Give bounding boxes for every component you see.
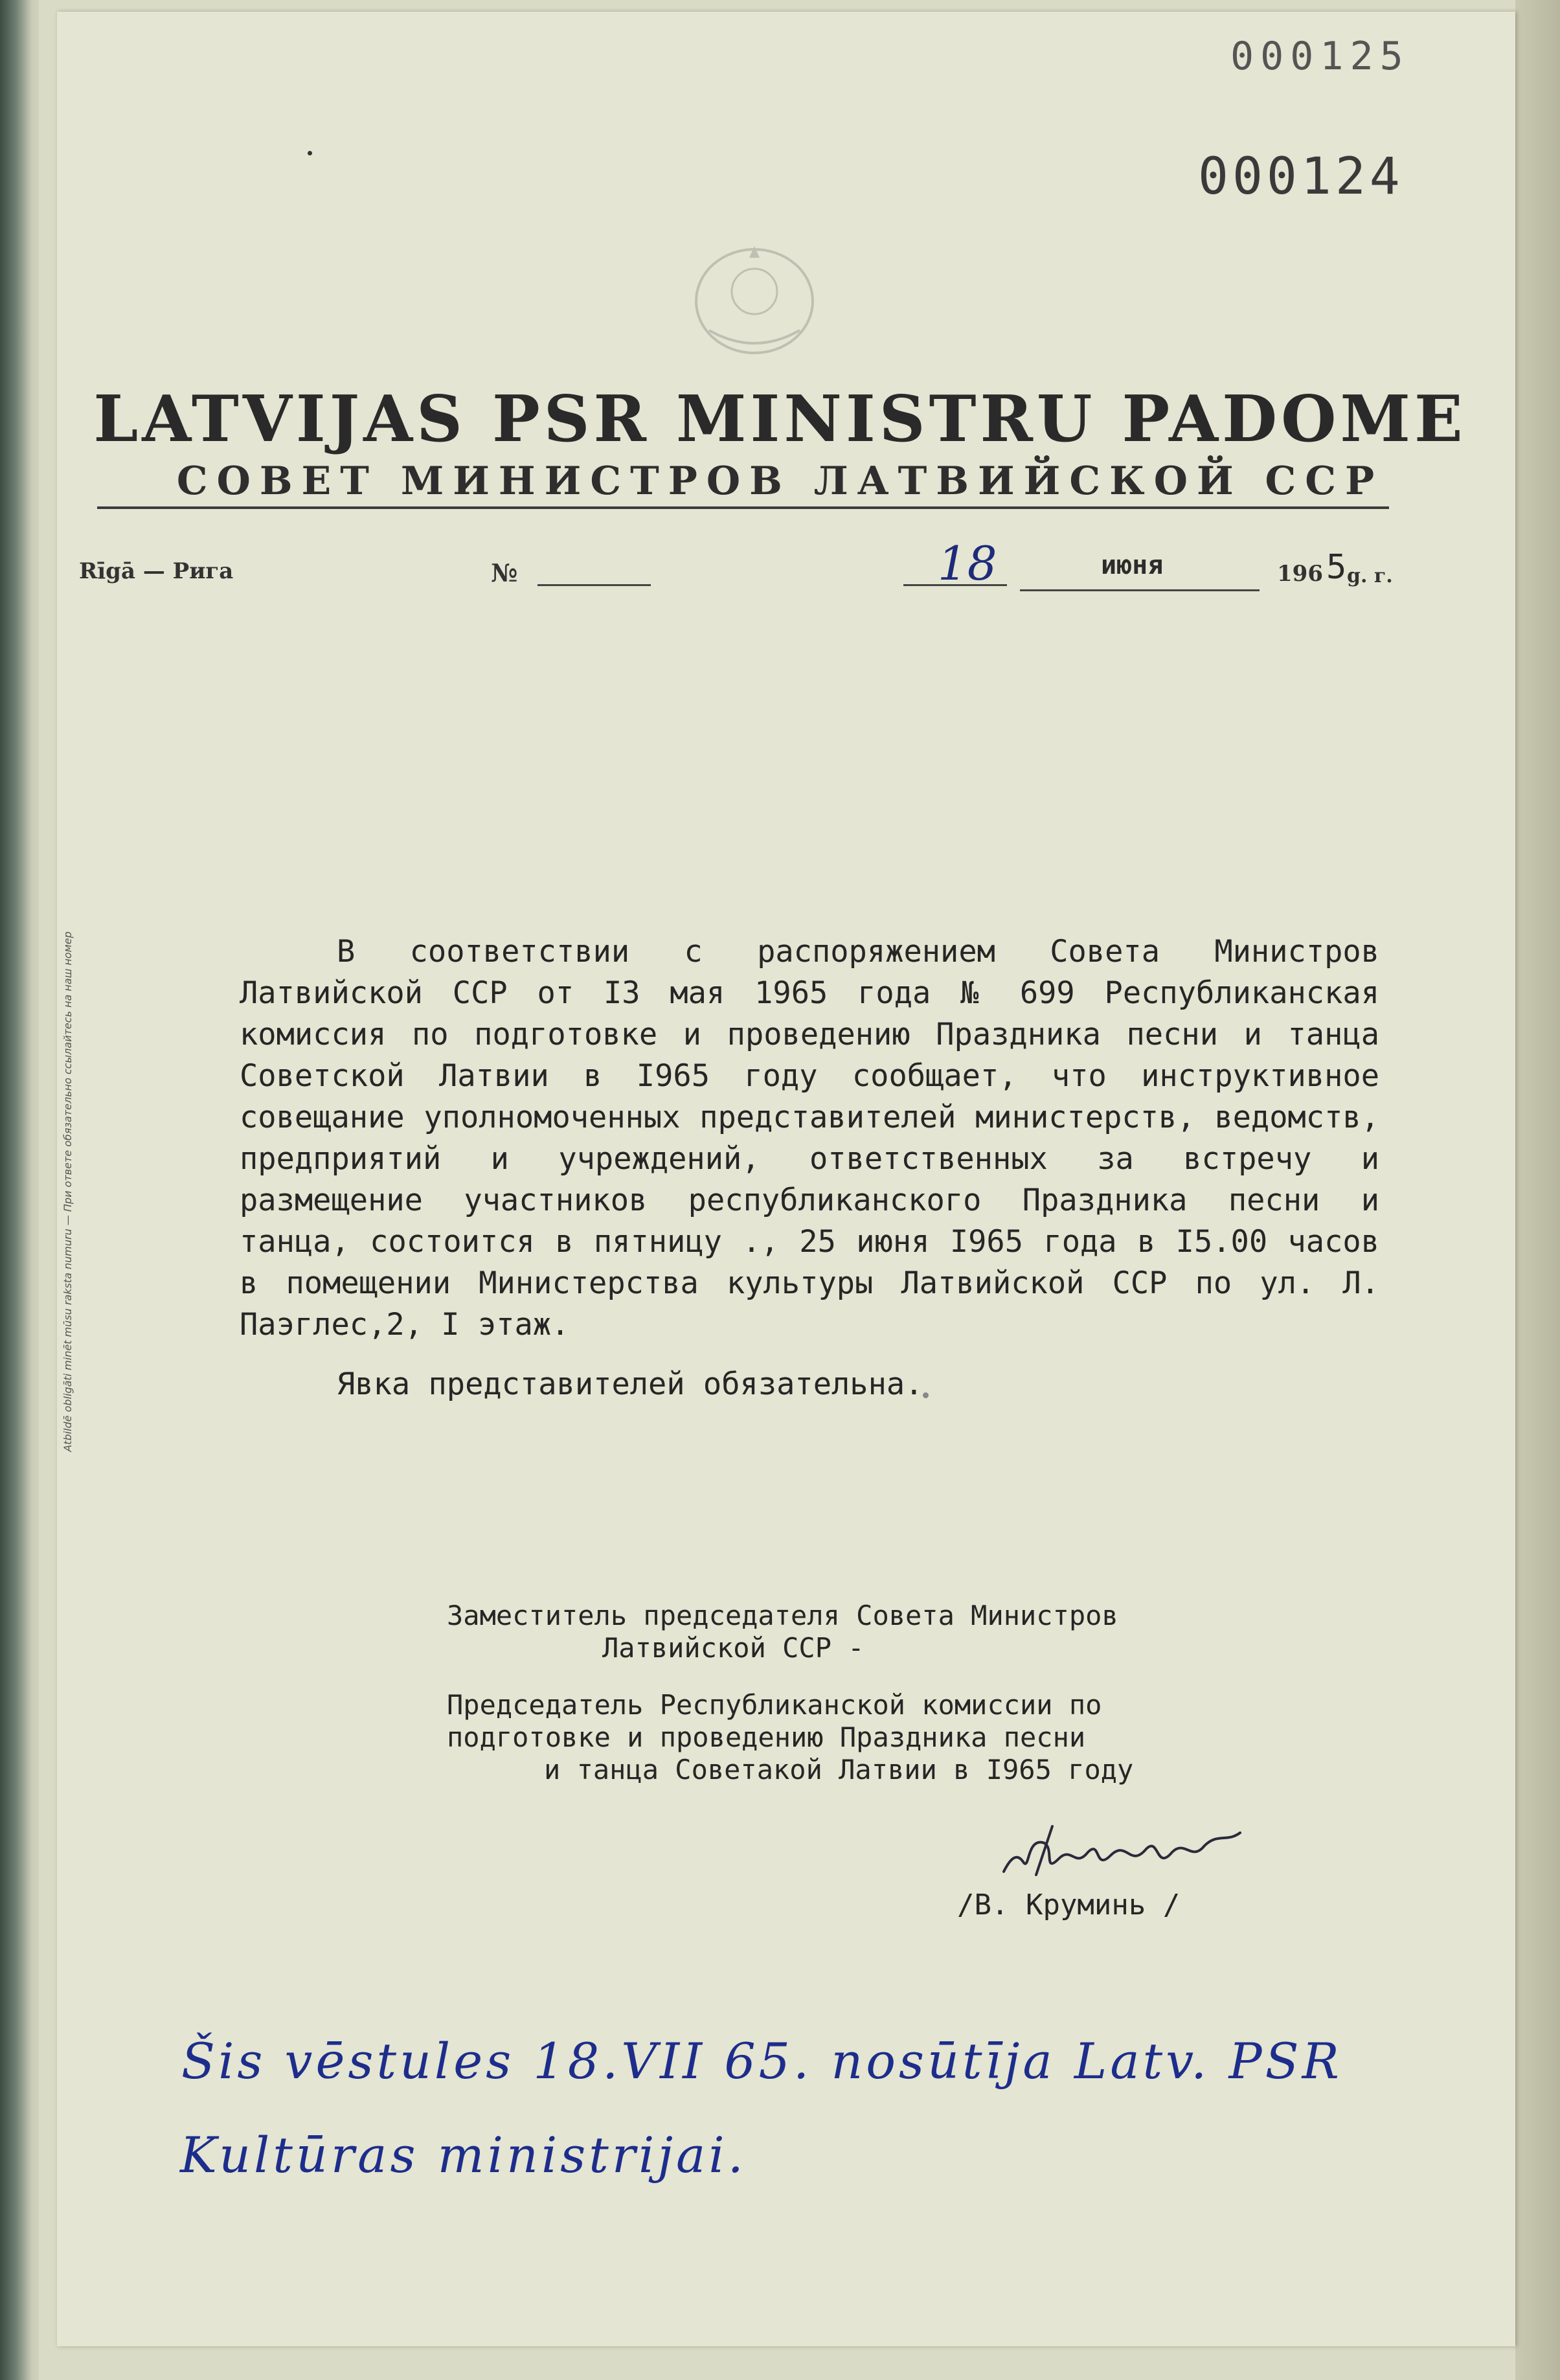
header-title-latvian: LATVIJAS PSR MINISTRU PADOME <box>93 382 1467 457</box>
letter-body <box>240 931 1379 1405</box>
year-digit: 5 <box>1326 548 1347 587</box>
signatory-title-line: Заместитель председателя Совета Министров <box>447 1600 1118 1631</box>
signatory-title-line: Председатель Республиканской комиссии по <box>447 1689 1102 1721</box>
year-suffix: g. г. <box>1347 565 1393 587</box>
handwritten-note-line: Kultūras ministrijai. <box>180 2126 747 2184</box>
paper-speck <box>923 1392 929 1398</box>
state-emblem-icon <box>683 233 826 363</box>
signatory-title-line: Латвийской ССР - <box>602 1632 865 1664</box>
body-paragraph: В соответствии с распоряжением Совета Министров Латвийской ССР от I3 мая 1965 года № 699 Республиканская комиссия по подготовке и проведению Праздника песни и танца Советской Латвии в I965 году сообщает, что инструктивное совещание уполномоченных представителей министерств, ведомств, предприятий и учреждений, ответственных за встречу и размещение участников республиканского Праздника песни и танца, состоится в пятницу ., 25 июня I965 года в I5.00 часов в помещении Министерства культуры Латвийской ССР по ул. Л. Паэглес,2, I этаж. <box>240 934 1379 1343</box>
date-month-line <box>1020 589 1260 591</box>
date-month: июня <box>1101 550 1164 580</box>
date-day: 18 <box>938 536 997 591</box>
number-label: № <box>491 558 518 587</box>
signature-block <box>447 1600 1289 1786</box>
body-paragraph: Явка представителей обязательна. <box>337 1366 923 1402</box>
header-rule <box>97 506 1389 509</box>
margin-note: Atbildē obligāti minēt mūsu raksta numuru — При ответе обязательно ссылайтесь на наш номер <box>62 931 74 1452</box>
signatory-title-line: подготовке и проведению Праздника песни <box>447 1721 1086 1753</box>
number-line <box>537 584 651 586</box>
header-title-russian: СОВЕТ МИНИСТРОВ ЛАТВИЙСКОЙ ССР <box>176 459 1384 504</box>
handwritten-note-line: Šis vēstules 18.VII 65. nosūtīja Latv. PSR <box>181 2032 1342 2090</box>
handwritten-note <box>181 2014 1444 2202</box>
archive-top-number: 000125 <box>1230 34 1410 79</box>
signatory-title-line: и танца Советакой Латвии в I965 году <box>544 1754 1134 1785</box>
handwritten-signature <box>997 1813 1250 1885</box>
paper-speck <box>308 151 312 155</box>
page-edge <box>1515 0 1560 2380</box>
archive-sheet-number: 000124 <box>1198 148 1404 206</box>
year-prefix: 196 <box>1277 561 1323 587</box>
signer-name: /В. Круминь / <box>957 1888 1181 1921</box>
place-label: Rīgā — Рига <box>79 558 234 584</box>
